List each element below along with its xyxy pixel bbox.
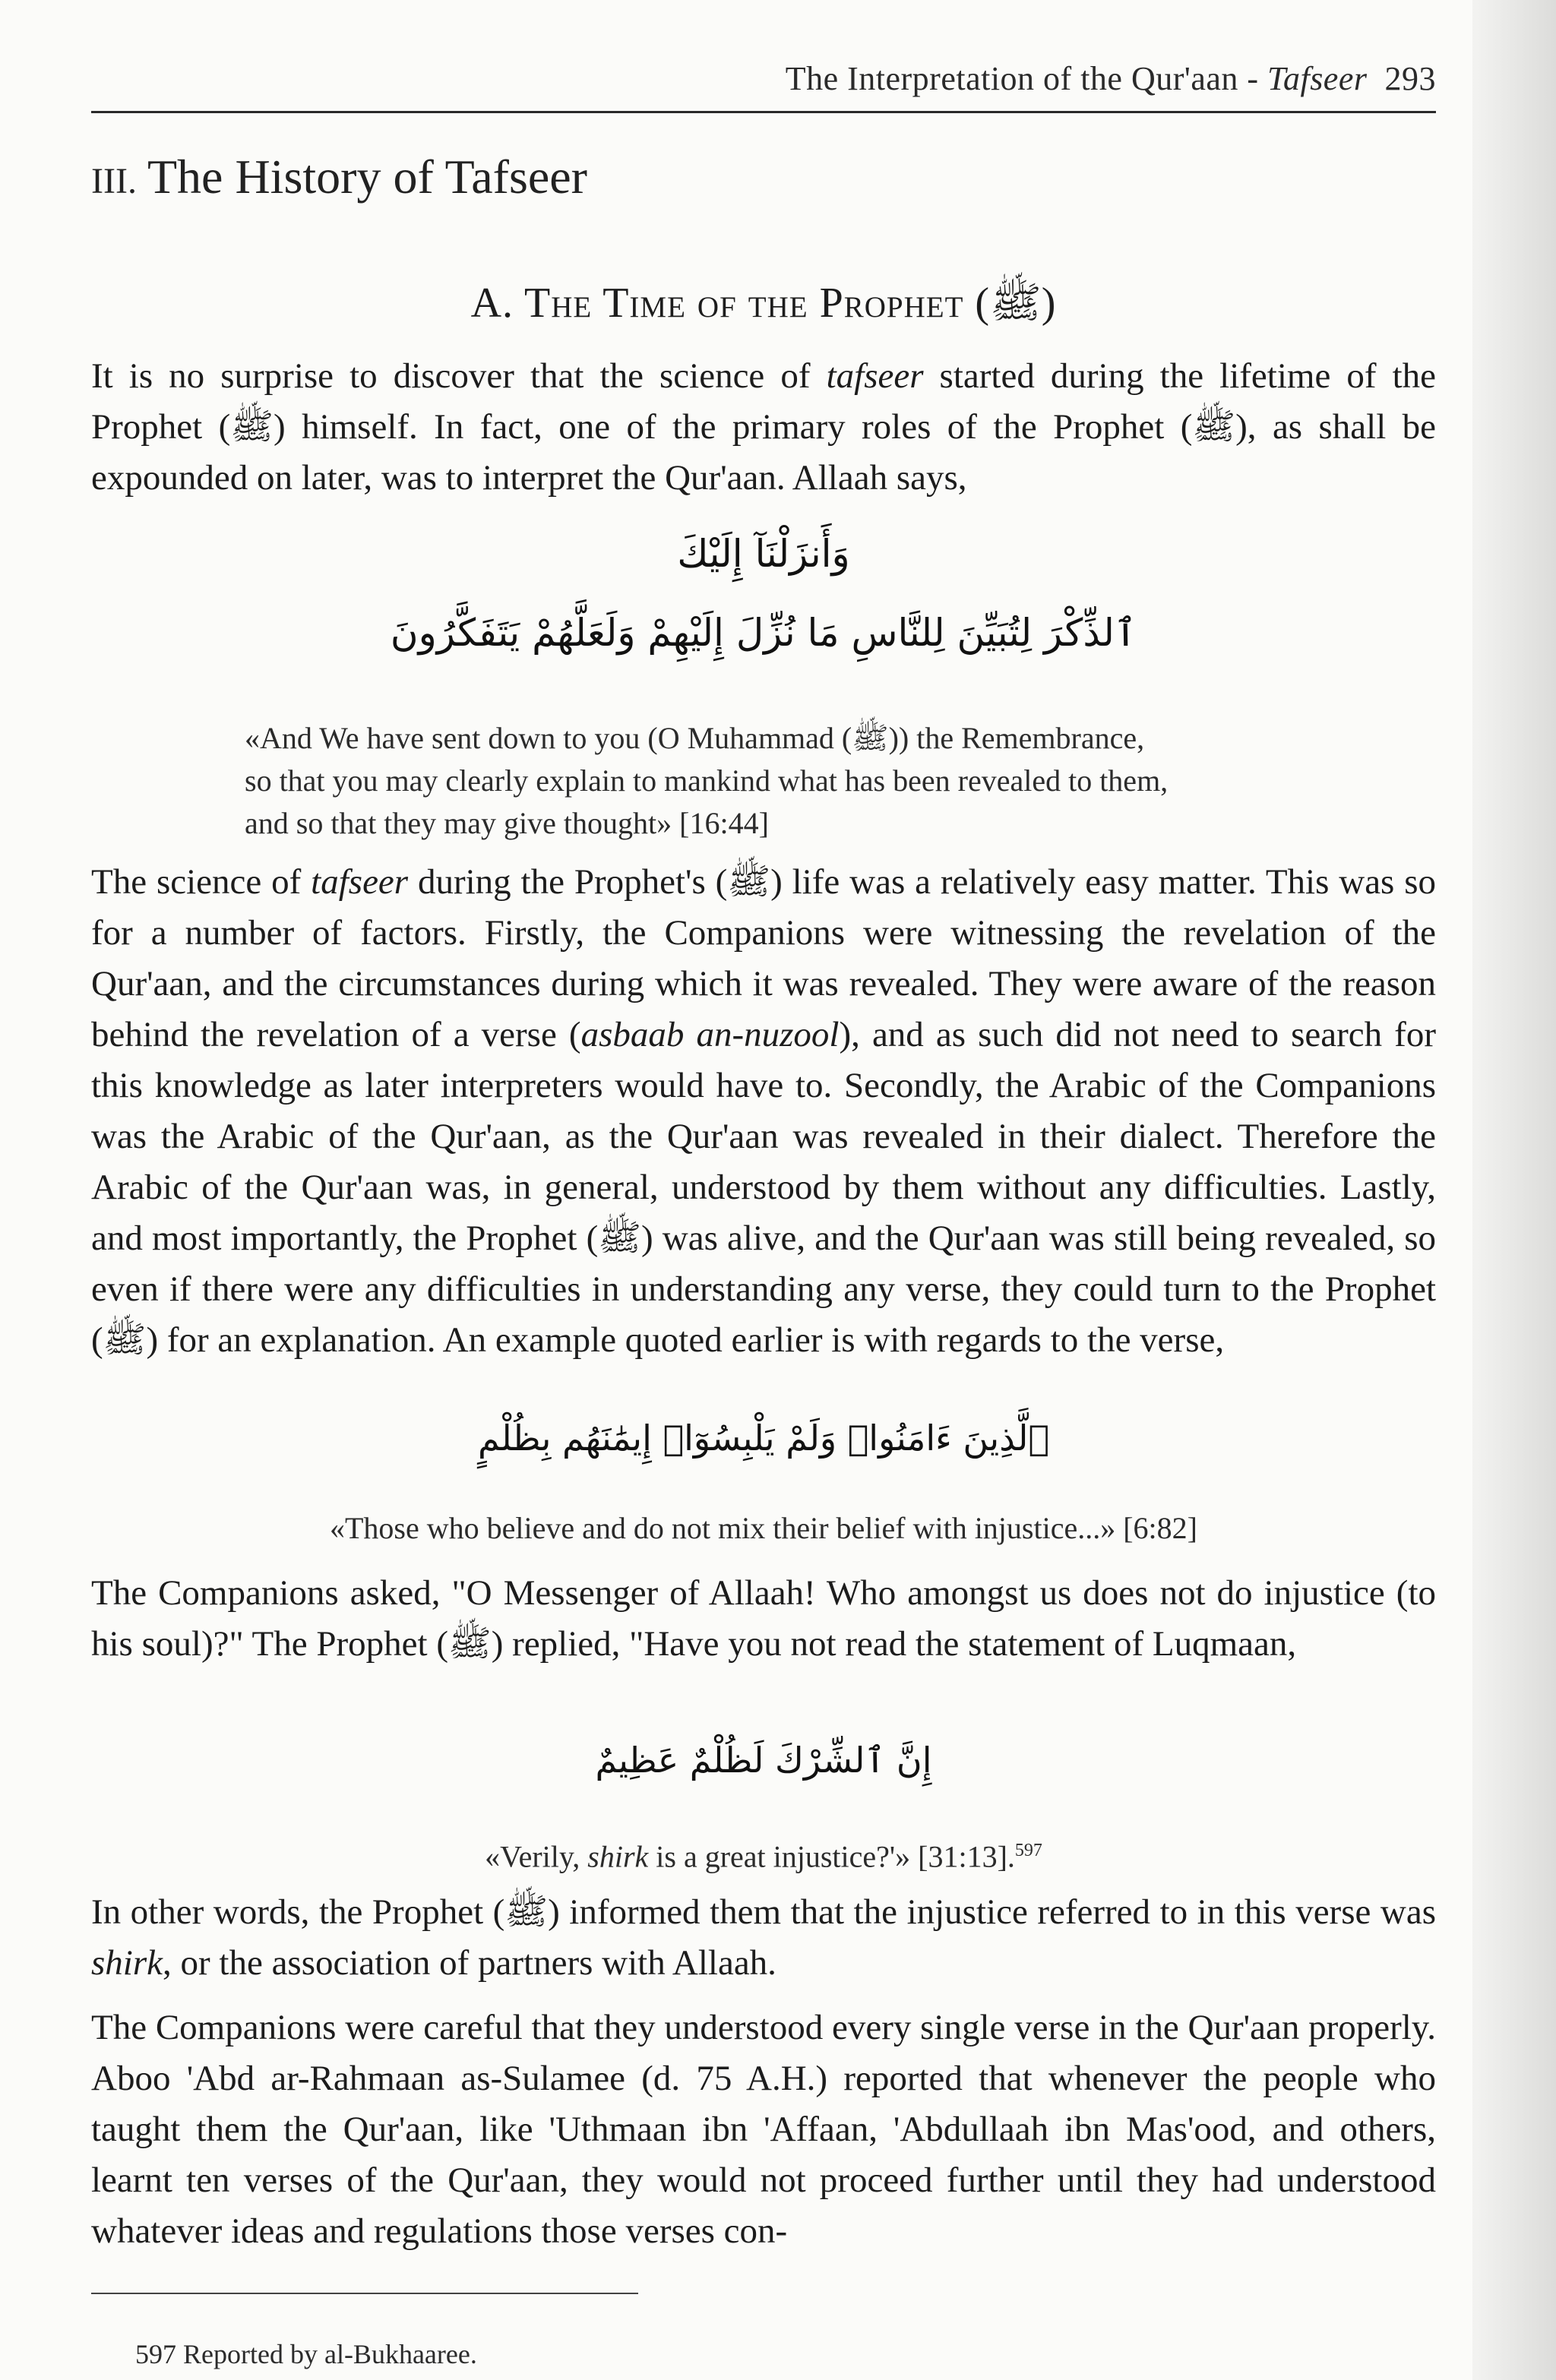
paragraph-1-text-a: It is no surprise to discover that the science of [91, 356, 827, 396]
footnote-marker: 597 [1014, 1841, 1042, 1860]
verse-1-translation-line-1: «And We have sent down to you (O Muhammad (ﷺ)) the Remembrance, [245, 721, 1145, 755]
page-number: 293 [1384, 60, 1436, 97]
footnote-rule [91, 2293, 638, 2294]
paragraph-4-term: shirk [91, 1943, 163, 1983]
header-rule [91, 111, 1436, 113]
paragraph-4 [91, 1887, 1436, 1989]
paragraph-1 [91, 351, 1436, 504]
paragraph-2-text-b: during the Prophet's (ﷺ) life was a relatively easy matter. This was so for a number of factors. Firstly, the Companions were witnessing the revelation of the Qur'aan, and the circumstances during which it was revealed. They were aware of the reason behind the revelation of a verse ( [91, 862, 1437, 1054]
verse-2-arabic: ٱلَّذِينَ ءَامَنُوا۟ وَلَمْ يَلْبِسُوٓا۟ إِيمَٰنَهُم بِظُلْمٍ [478, 1418, 1049, 1459]
verse-3-translation-b: is a great injustice?'» [31:13]. [648, 1839, 1015, 1874]
verse-1-translation-line-3: and so that they may give thought» [16:44] [245, 806, 769, 840]
paragraph-2 [91, 857, 1436, 1366]
paragraph-1-text-b: started during the lifetime of the Prophet (ﷺ) himself. In fact, one of the primary roles of the Prophet (ﷺ), as shall be expounded on later, was to interpret the Qur'aan. Allaah says, [91, 356, 1436, 498]
paragraph-4-text-a: In other words, the Prophet (ﷺ) informed them that the injustice referred to in this verse was [91, 1892, 1436, 1932]
verse-1-translation [245, 717, 1384, 845]
paragraph-3: The Companions asked, "O Messenger of Allaah! Who amongst us does not do injustice (to his soul)?" The Prophet (ﷺ) replied, "Have you not read the statement of Luqmaan, [91, 1573, 1436, 1664]
verse-3-arabic: إِنَّ ٱلشِّرْكَ لَظُلْمٌ عَظِيمٌ [595, 1740, 932, 1781]
section-title [91, 149, 587, 205]
section-number: III. [91, 161, 137, 201]
paragraph-2-term-2: asbaab an-nuzool [580, 1015, 840, 1054]
verse-1-arabic-line-1: وَأَنزَلْنَآ إِلَيْكَ [677, 532, 850, 576]
page-gutter-shadow [1472, 0, 1556, 2380]
paragraph-5: The Companions were careful that they understood every single verse in the Qur'aan properly. Aboo 'Abd ar-Rahmaan as-Sulamee (d. 75 A.H.) reported that whenever the people who taught them the Qur'aan, like 'Uthmaan ibn 'Affaan, 'Abdullaah ibn Mas'ood, and others, learnt ten verses of the Qur'aan, they would not proceed further until they had understood whatever ideas and regulations those verses con- [91, 2008, 1436, 2251]
running-title-italic: Tafseer [1267, 60, 1368, 97]
verse-3-translation [91, 1829, 1436, 1878]
paragraph-2-text-a: The science of [91, 862, 312, 902]
footnote: 597 Reported by al-Bukhaaree. [135, 2339, 477, 2369]
verse-3-translation-a: «Verily, [485, 1839, 588, 1874]
paragraph-1-term: tafseer [826, 356, 924, 396]
section-title-text: The History of Tafseer [147, 150, 587, 204]
verse-2-translation: «Those who believe and do not mix their belief with injustice...» [6:82] [330, 1511, 1197, 1545]
verse-3-term: shirk [587, 1839, 649, 1874]
verse-1-arabic-line-2: ٱلذِّكْرَ لِتُبَيِّنَ لِلنَّاسِ مَا نُزِّلَ إِلَيْهِمْ وَلَعَلَّهُمْ يَتَفَكَّرُونَ [390, 611, 1137, 655]
running-title: The Interpretation of the Qur'aan - [785, 60, 1268, 97]
subsection-title: A. The Time of the Prophet (ﷺ) [470, 280, 1057, 327]
paragraph-4-text-b: , or the association of partners with Allaah. [163, 1943, 776, 1983]
running-header [91, 59, 1436, 98]
paragraph-2-term: tafseer [311, 862, 409, 902]
verse-1-translation-line-2: so that you may clearly explain to mankind what has been revealed to them, [245, 763, 1169, 798]
paragraph-2-text-c: ), and as such did not need to search for this knowledge as later interpreters would have to. Secondly, the Arabic of the Companions was the Arabic of the Qur'aan, as the Qur'aan was revealed in their dialect. Therefore the Arabic of the Qur'aan was, in general, understood by them without any difficulties. Lastly, and most importantly, the Prophet (ﷺ) was alive, and the Qur'aan was still being revealed, so even if there were any difficulties in understanding any verse, they could turn to the Prophet (ﷺ) for an explanation. An example quoted earlier is with regards to the verse, [91, 1015, 1436, 1360]
